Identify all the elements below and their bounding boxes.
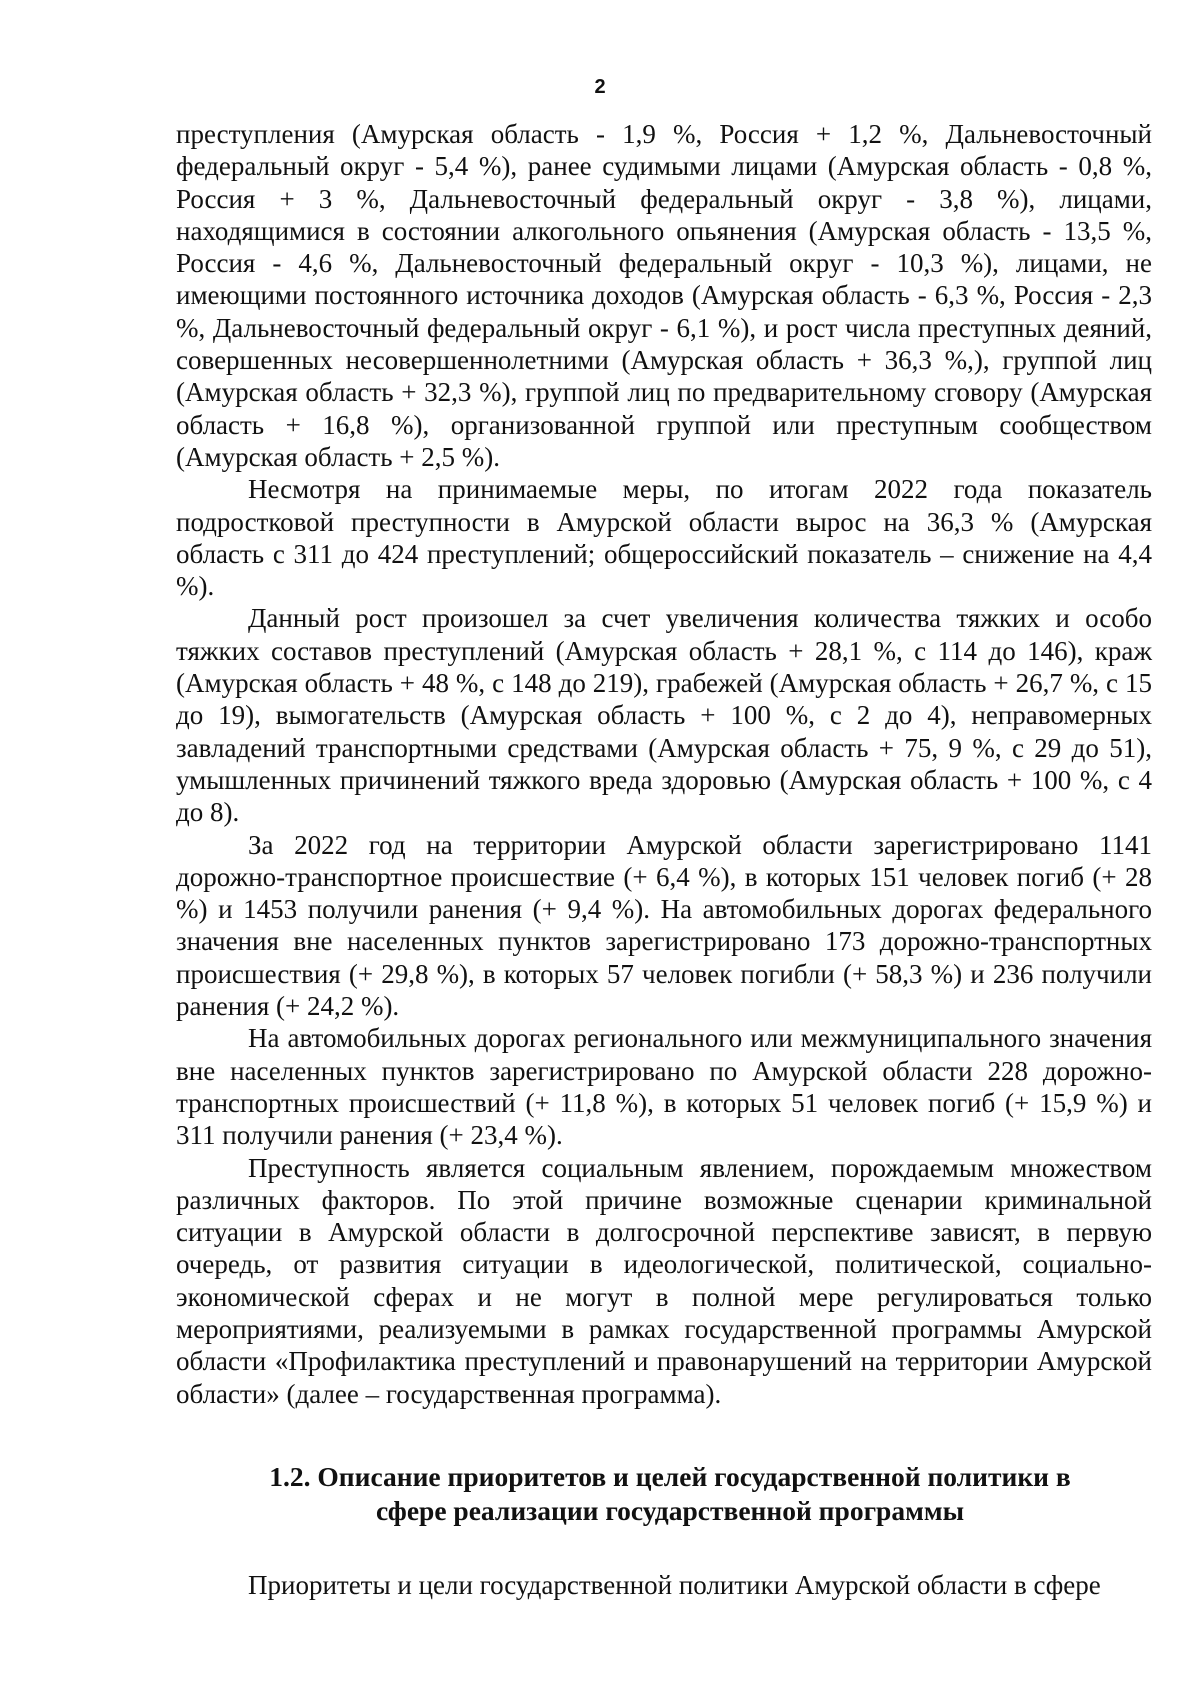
section-first-line: Приоритеты и цели государственной политики Амурской области в сфере: [248, 1570, 1101, 1600]
page-number: 2: [594, 76, 606, 98]
paragraph-road-accidents-federal: За 2022 год на территории Амурской области зарегистрировано 1141 дорожно-транспортное происшествие (+ 6,4 %), в которых 151 человек погиб (+ 28 %) и 1453 получили ранения (+ 9,4 %). На автомобильных дорогах федерального значения вне населенных пунктов зарегистрировано 173 дорожно-транспортных происшествия (+ 29,8 %), в которых 57 человек погибли (+ 58,3 %) и 236 получили ранения (+ 24,2 %).: [176, 829, 1152, 1022]
paragraph-juvenile-crime: Несмотря на принимаемые меры, по итогам 2022 года показатель подростковой преступности в Амурской области вырос на 36,3 % (Амурская область с 311 до 424 преступлений; общероссийский показатель – снижение на 4,4 %).: [176, 474, 1152, 602]
section-heading-line-2: сфере реализации государственной программы: [375, 1495, 965, 1526]
paragraph-continued: преступления (Амурская область - 1,9 %, Россия + 1,2 %, Дальневосточный федеральный округ - 5,4 %), ранее судимыми лицами (Амурская область - 0,8 %, Россия + 3 %, Дальневосточный федеральный округ - 3,8 %), лицами, находящимися в состоянии алкогольного опьянения (Амурская область - 13,5 %, Россия - 4,6 %, Дальневосточный федеральный округ - 10,3 %), лицами, не имеющими постоянного источника доходов (Амурская область - 6,3 %, Россия - 2,3 %, Дальневосточный федеральный округ - 6,1 %), и рост числа преступных деяний, совершенных несовершеннолетними (Амурская область + 36,3 %,), группой лиц (Амурская область + 32,3 %), группой лиц по предварительному сговору (Амурская область + 16,8 %), организованной группой или преступным сообществом (Амурская область + 2,5 %).: [176, 119, 1152, 472]
section-heading: [230, 1460, 1110, 1528]
paragraph-crime-social-phenomenon: Преступность является социальным явлением, порождаемым множеством различных факторов. По этой причине возможные сценарии криминальной ситуации в Амурской области в долгосрочной перспективе зависят, в первую очередь, от развития ситуации в идеологической, политической, социально-экономической сферах и не могут в полной мере регулироваться только мероприятиями, реализуемыми в рамках государственной программы Амурской области «Профилактика преступлений и правонарушений на территории Амурской области» (далее – государственная программа).: [176, 1152, 1152, 1409]
section-heading-line-1: 1.2. Описание приоритетов и целей государственной политики в: [269, 1461, 1071, 1492]
paragraph-road-accidents-regional: На автомобильных дорогах регионального или межмуниципального значения вне населенных пунктов зарегистрировано по Амурской области 228 дорожно-транспортных происшествий (+ 11,8 %), в которых 51 человек погиб (+ 15,9 %) и 311 получили ранения (+ 23,4 %).: [176, 1023, 1152, 1151]
paragraph-growth-causes: Данный рост произошел за счет увеличения количества тяжких и особо тяжких составов преступлений (Амурская область + 28,1 %, с 114 до 146), краж (Амурская область + 48 %, с 148 до 219), грабежей (Амурская область + 26,7 %, с 15 до 19), вымогательств (Амурская область + 100 %, с 2 до 4), неправомерных завладений транспортными средствами (Амурская область + 75, 9 %, с 29 до 51), умышленных причинений тяжкого вреда здоровью (Амурская область + 100 %, с 4 до 8).: [176, 603, 1152, 828]
document-body: [176, 118, 1152, 1410]
